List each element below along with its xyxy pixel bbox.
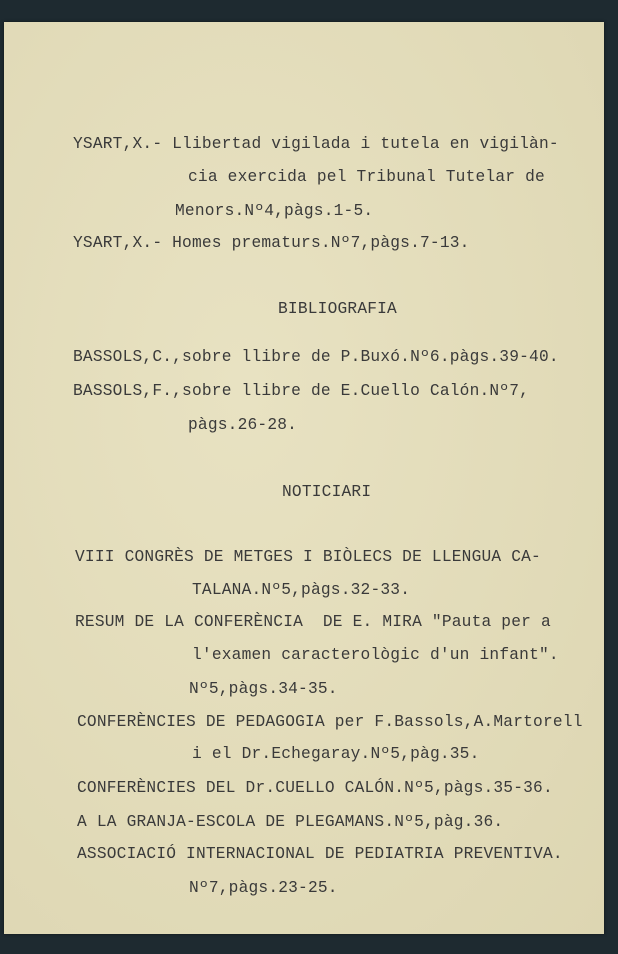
entry-line: VIII CONGRÈS DE METGES I BIÒLECS DE LLENGUA CA- [75, 548, 541, 566]
entry-line: YSART,X.- Llibertad vigilada i tutela en vigilàn- [73, 135, 559, 153]
entry-line: l'examen caracterològic d'un infant". [192, 646, 559, 664]
entry-line: BASSOLS,C.,sobre llibre de P.Buxó.Nº6.pàgs.39-40. [73, 348, 559, 366]
entry-line: CONFERÈNCIES DEL Dr.CUELLO CALÓN.Nº5,pàgs.35-36. [77, 779, 553, 797]
section-heading: BIBLIOGRAFIA [278, 300, 397, 318]
entry-line: A LA GRANJA-ESCOLA DE PLEGAMANS.Nº5,pàg.36. [77, 813, 504, 831]
entry-line: CONFERÈNCIES DE PEDAGOGIA per F.Bassols,A.Martorell [77, 713, 583, 731]
entry-line: Menors.Nº4,pàgs.1-5. [175, 202, 374, 220]
entry-line: Nº7,pàgs.23-25. [189, 879, 338, 897]
entry-line: RESUM DE LA CONFERÈNCIA DE E. MIRA "Pauta per a [75, 613, 551, 631]
section-heading: NOTICIARI [282, 483, 372, 501]
entry-line: Nº5,pàgs.34-35. [189, 680, 338, 698]
entry-line: ASSOCIACIÓ INTERNACIONAL DE PEDIATRIA PREVENTIVA. [77, 845, 563, 863]
entry-line: i el Dr.Echegaray.Nº5,pàg.35. [192, 745, 480, 763]
entry-line: pàgs.26-28. [188, 416, 298, 434]
entry-line: YSART,X.- Homes prematurs.Nº7,pàgs.7-13. [73, 234, 470, 252]
entry-line: BASSOLS,F.,sobre llibre de E.Cuello Calón.Nº7, [73, 382, 530, 400]
document-page [4, 22, 604, 934]
entry-line: cia exercida pel Tribunal Tutelar de [188, 168, 545, 186]
entry-line: TALANA.Nº5,pàgs.32-33. [192, 581, 411, 599]
